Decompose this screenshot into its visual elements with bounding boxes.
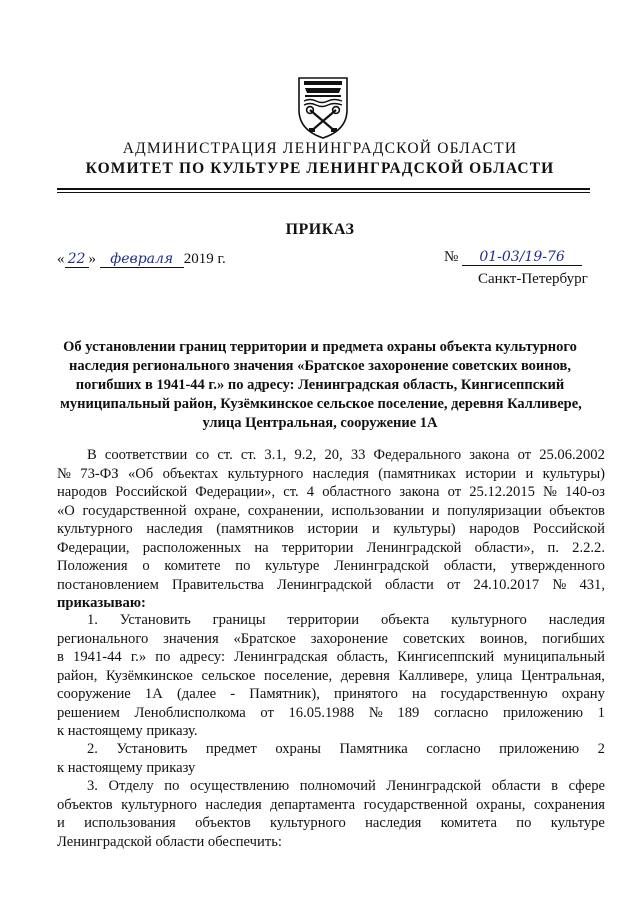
subject-line: муниципальный район, Кузёмкинское сельское поселение, деревня Калливере, [60, 396, 582, 412]
organization-name: АДМИНИСТРАЦИЯ ЛЕНИНГРАДСКОЙ ОБЛАСТИ [122, 140, 518, 157]
text-line: и использования объектов культурного наследия комитета по культуре [57, 815, 605, 831]
text-line: постановлением Правительства Ленинградской области от 24.10.2017 № 431, [57, 576, 605, 593]
date-day: 22 [65, 252, 89, 268]
text-line: 3. Отделу по осуществлению полномочий Ленинградской области в сфере [87, 778, 605, 794]
date-month: февраля [100, 252, 184, 268]
text-line: Положения о комитете по культуре Ленинградской области, утвержденного [57, 558, 605, 574]
text-line: район, Кузёмкинское сельское поселение, деревня Калливере, улица Центральная, [57, 667, 605, 684]
text-line: 1. Установить границы территории объекта культурного наследия [87, 612, 605, 628]
date-year: 2019 г. [183, 251, 226, 267]
text-line: 2. Установить предмет охраны Памятника согласно приложению 2 [87, 741, 605, 757]
order-item-3 [57, 777, 605, 851]
text-line: В соответствии со ст. ст. 3.1, 9.2, 20, 33 Федерального закона от 25.06.2002 [87, 447, 605, 463]
order-number [444, 249, 582, 266]
subject-line: Об установлении границ территории и предмета охраны объекта культурного [63, 339, 577, 355]
number-prefix: № [444, 249, 459, 265]
order-subject [60, 338, 580, 433]
number-value: 01-03/19-76 [462, 250, 582, 266]
text-line: культурного наследия (памятников истории и культуры) народов Российской [57, 521, 605, 537]
text-line: к настоящему приказу. [57, 723, 198, 739]
subject-line: улица Центральная, сооружение 1А [202, 415, 438, 431]
text-line: регионального значения «Братское захоронение советских воинов, погибших [57, 630, 605, 647]
text-line: Федерации, расположенных на территории Ленинградской области», п. 2.2.2. [57, 539, 605, 556]
text-line: в 1941-44 г.» по адресу: Ленинградская область, Кингисеппский муниципальный [57, 649, 605, 665]
issue-place: Санкт-Петербург [478, 271, 588, 287]
text-line: сооружение 1А (далее - Памятник), принятого на государственную охрану [57, 686, 605, 702]
preamble-paragraph [57, 446, 605, 613]
order-verb: приказываю: [57, 595, 146, 611]
text-line: объектов культурного наследия департамента государственной охраны, сохранения [57, 796, 605, 813]
order-date: « 22 » февраля 2019 г. [57, 251, 226, 267]
text-line: к настоящему приказу [57, 759, 196, 776]
document-type-title: ПРИКАЗ [285, 221, 355, 238]
order-item-2 [57, 740, 605, 777]
text-line: решением Леноблисполкома от 16.05.1988 № 189 согласно приложению 1 [57, 704, 605, 721]
text-line: Ленинградской области обеспечить: [57, 833, 282, 850]
header-divider-thick [57, 188, 590, 190]
header-divider-thin [57, 192, 590, 193]
text-line: народов Российской Федерации», ст. 4 областного закона от 25.12.2015 № 140-оз [57, 484, 605, 500]
subject-line: наследия регионального значения «Братское захоронение советских воинов, [69, 358, 571, 374]
text-line: № 73-ФЗ «Об объектах культурного наследия (памятниках истории и культуры) [57, 465, 605, 482]
order-item-1 [57, 611, 605, 741]
committee-name: КОМИТЕТ ПО КУЛЬТУРЕ ЛЕНИНГРАДСКОЙ ОБЛАСТИ [85, 160, 555, 177]
subject-line: погибших в 1941-44 г.» по адресу: Ленинградская область, Кингисеппский [75, 377, 565, 393]
coat-of-arms-icon [296, 74, 350, 140]
text-line: «О государственной охране, сохранении, использовании и популяризации объектов [57, 502, 605, 519]
